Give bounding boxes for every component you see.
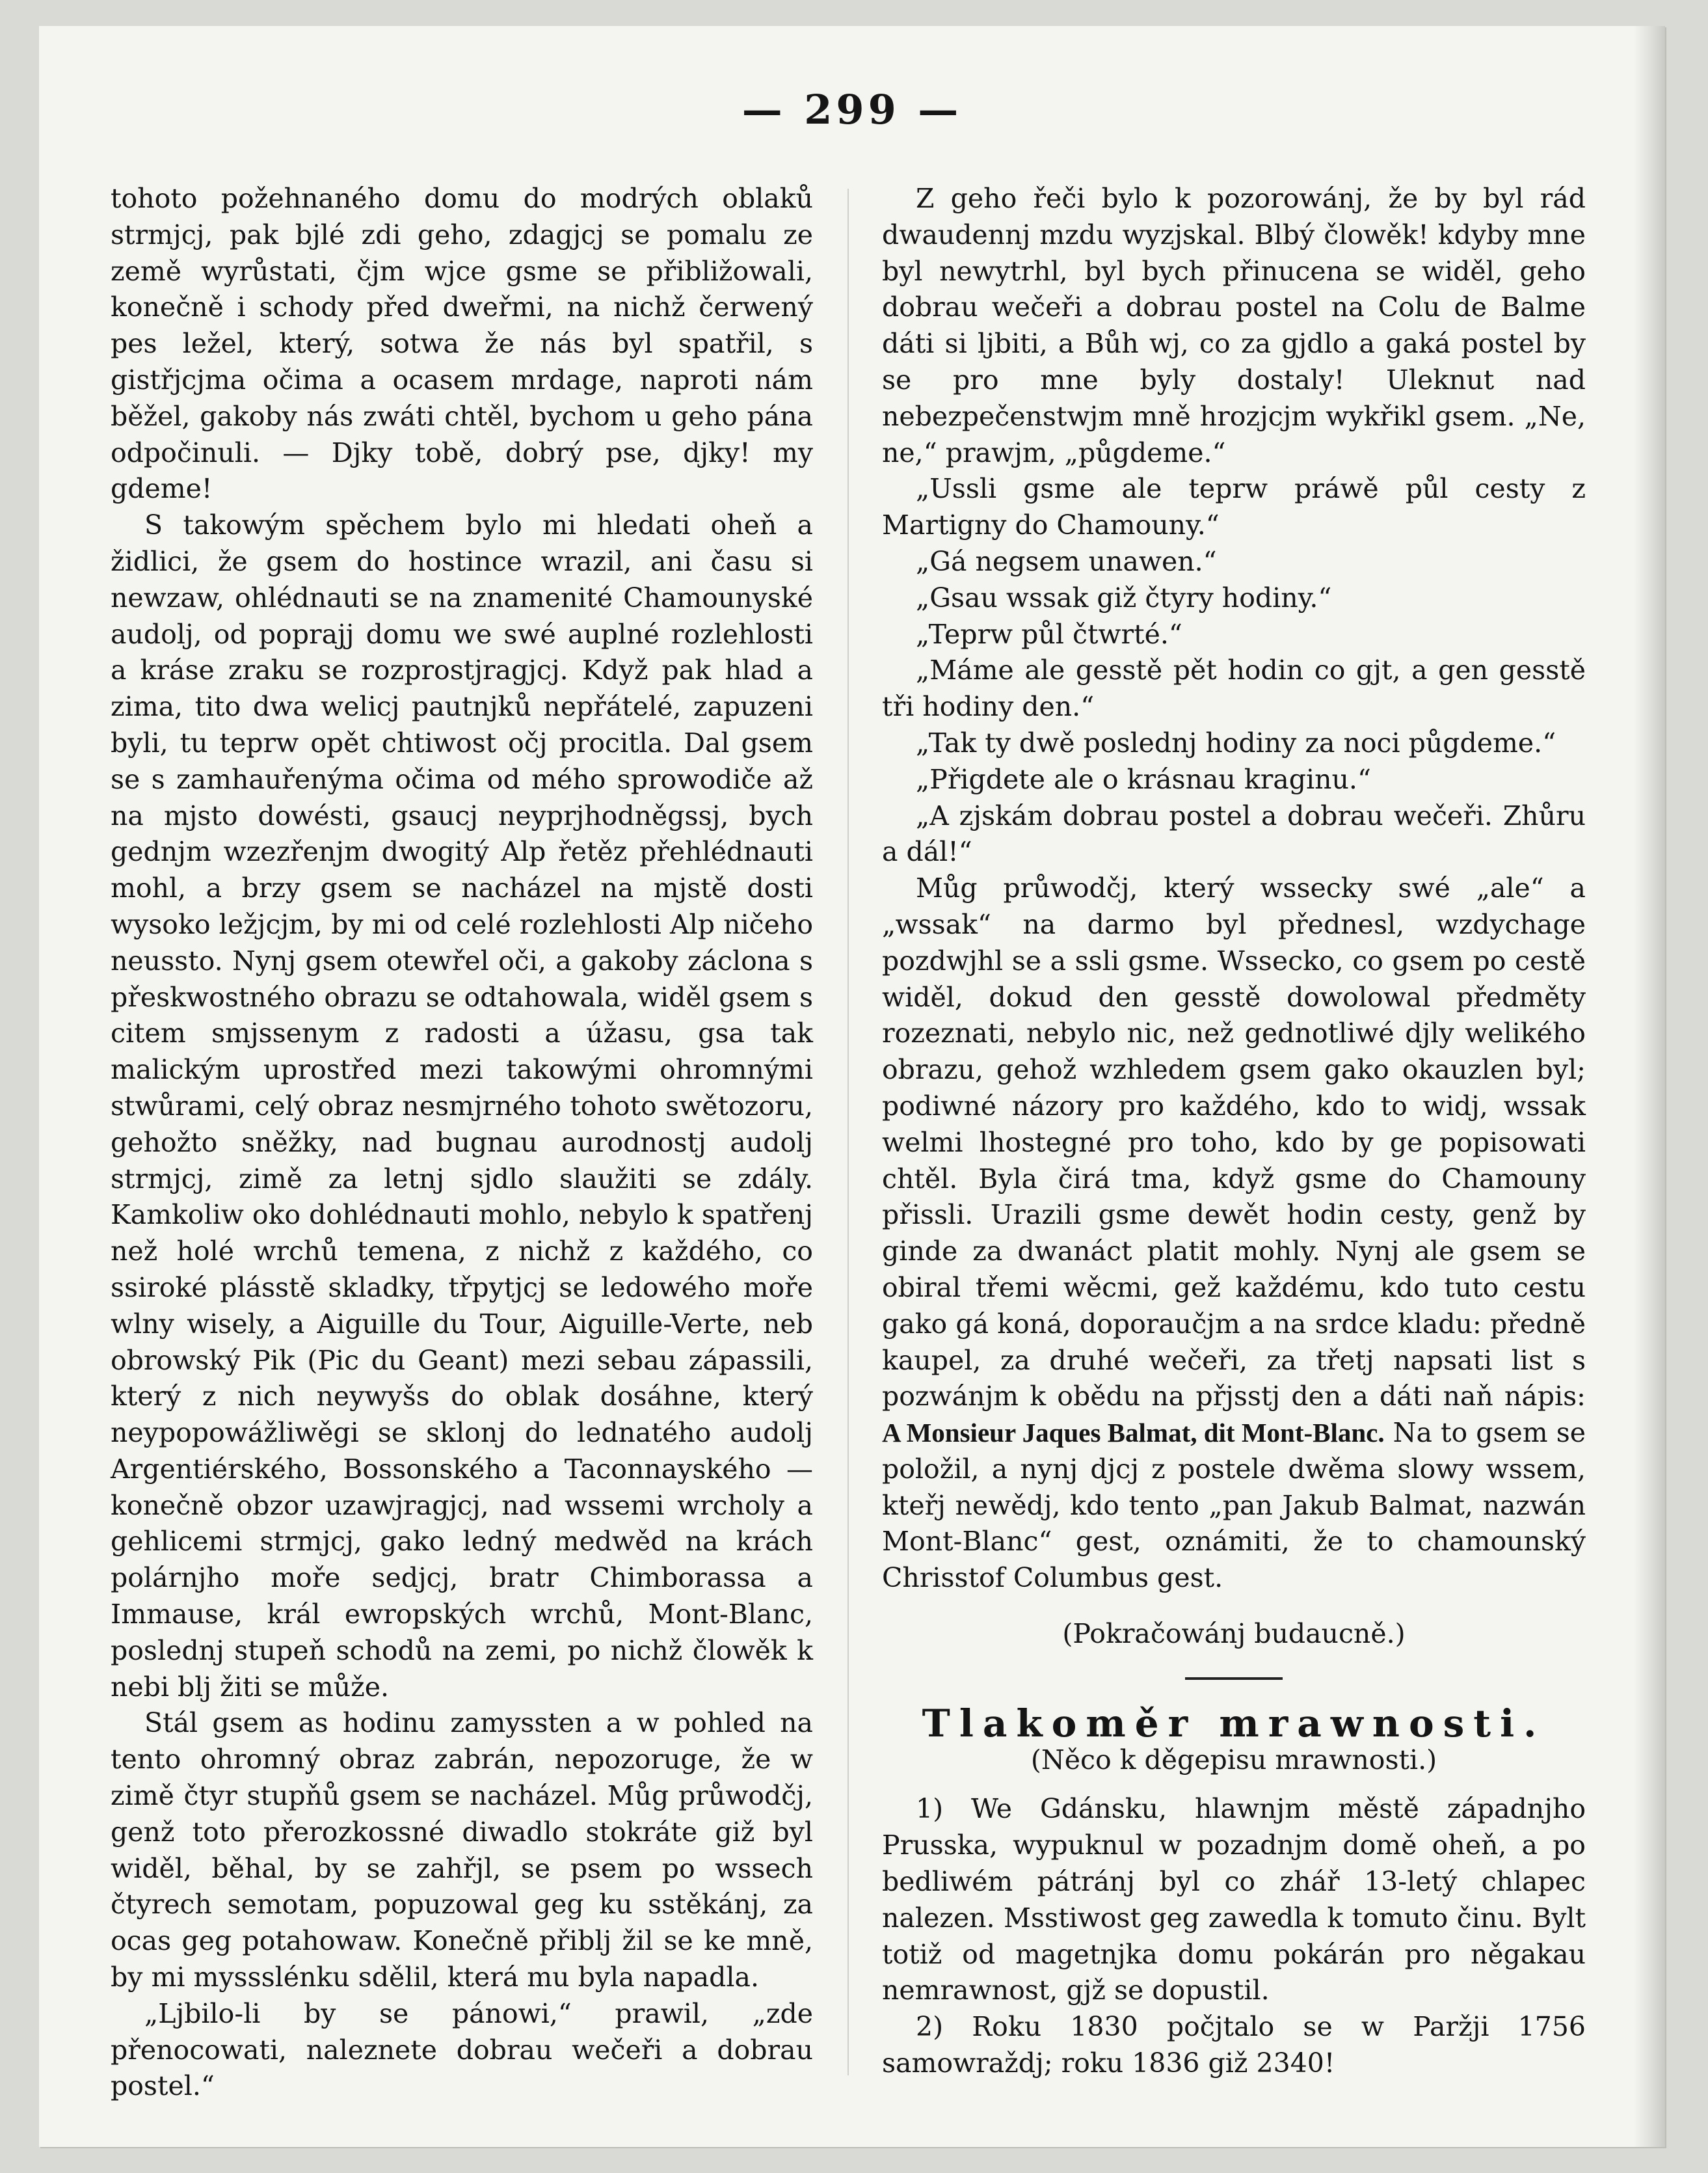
dialogue-line: „Gsau wssak giž čtyry hodiny.“	[916, 582, 1332, 614]
dialogue-line: „Gá negsem unawen.“	[916, 545, 1217, 577]
paragraph	[882, 871, 1586, 1597]
continued-note: (Pokračowánj budaucně.)	[1062, 1618, 1406, 1650]
dialogue-line: „Přigdete ale o krásnau kraginu.“	[916, 763, 1371, 795]
paragraph: „Ljbilo-li by se pánowi,“ prawil, „zde přenocowati, naleznete dobrau wečeři a dobrau postel.“	[111, 1997, 813, 2102]
section-subtitle: (Něco k děgepisu mrawnosti.)	[1030, 1744, 1437, 1775]
dialogue-line: „A zjskám dobrau postel a dobrau wečeři. Zhůru a dál!“	[882, 800, 1586, 868]
paragraph-text: Na to gsem se položil, a nynj djcj z postele dwěma slowy wssem, kteřj newědj, kdo tento „pan Jakub Balmat, nazwán Mont-Blanc“ gest, oznámiti, že to chamounský Chrisstof Columbus gest.	[882, 1417, 1586, 1594]
dialogue-line: „Teprw půl čtwrté.“	[916, 618, 1182, 650]
paragraph: Z geho řeči bylo k pozorowánj, že by byl rád dwaudennj mzdu wyzjskal. Blbý člowěk! kdyby mne byl newytrhl, byl bych přinucena se widěl, geho dobrau wečeři a dobrau postel na Colu de Balme dáti si ljbiti, a Bůh wj, co za gjdlo a gaká postel by se pro mne byly dostaly! Uleknut nad nebezpečenstwjm mně hrozjcjm wykřikl gsem. „Ne, ne,“ prawjm, „půgdeme.“	[882, 183, 1586, 468]
section-title: Tlakoměr mrawnosti.	[922, 1701, 1546, 1746]
dialogue-line: „Ussli gsme ale teprw práwě půl cesty z Martigny do Chamouny.“	[882, 473, 1586, 541]
dialogue-line: „Máme ale gesstě pět hodin co gjt, a gen gesstě tři hodiny den.“	[882, 655, 1586, 723]
section-separator	[1185, 1677, 1283, 1680]
paragraph: tohoto požehnaného domu do modrých oblaků strmjcj, pak bjlé zdi geho, zdagjcj se pomalu ze země wyrůstati, čjm wjce gsme se přibližowali, konečně i schody před dweřmi, na nichž čerwený pes ležel, který, sotwa že nás byl spatřil, s gistřjcjma očima a ocasem mrdage, naproti nám běžel, gakoby nás zwáti chtěl, bychom u geho pána odpočinuli. — Djky tobě, dobrý pse, djky! my gdeme!	[111, 183, 813, 505]
page	[39, 26, 1665, 2147]
paragraph-text: Můg průwodčj, který wssecky swé „ale“ a „wssak“ na darmo byl přednesl, wzdychage pozdwjhl se a ssli gsme. Wssecko, co gsem po cestě widěl, dokud den gesstě dowolowal předměty rozeznati, nebylo nic, než gednotliwé djly welikého obrazu, gehož wzhledem gsem gako okauzlen byl; podiwné názory pro každého, kdo to widj, wssak welmi lhostegné pro toho, kdo by ge popisowati chtěl. Byla čirá tma, když gsme do Chamouny přissli. Urazili gsme dewět hodin cesty, genž by ginde za dwanáct platit mohly. Nynj ale gsem se obiral třemi wěcmi, gež každému, kdo tuto cestu gako gá koná, doporaučjm a na srdce kladu: předně kaupel, za druhé wečeři, za třetj napsati list s pozwánjm k obědu na přjsstj den a dáti naň nápis:	[882, 872, 1586, 1412]
paragraph: S takowým spěchem bylo mi hledati oheň a židlici, že gsem do hostince wrazil, ani času si newzaw, ohlédnauti se na znamenité Chamounyské audolj, od poprajj domu we swé auplné rozlehlosti a kráse zraku se rozprostjragjcj. Když pak hlad a zima, tito dwa welicj pautnjků nepřátelé, zapuzeni byli, tu teprw opět chtiwost očj procitla. Dal gsem se s zamhauřenýma očima od mého sprowodiče až na mjsto dowésti, gsaucj neyprjhodněgssj, bych gednjm wzezřenjm dwogitý Alp řetěz přehlédnauti mohl, a brzy gsem se nacházel na mjstě dosti wysoko ležjcjm, by mi od celé rozlehlosti Alp ničeho neussto. Nynj gsem otewřel oči, a gakoby záclona s přeskwostného obrazu se odtahowala, widěl gsem s citem smjssenym z radosti a úžasu, gsa tak malickým uprostřed mezi takowými ohromnými stwůrami, celý obraz nesmjrného tohoto swětozoru, gehožto sněžky, nad bugnau aurodnostj audolj strmjcj, zimě za letnj sjdlo slaužiti se zdály. Kamkoliw oko dohlédnauti mohlo, nebylo k spatřenj než holé wrchů temena, z nichž z každého, co ssiroké plásstě skladky, třpytjcj se ledowého moře wlny wisely, a Aiguille du Tour, Aiguille-Verte, neb obrowský Pik (Pic du Geant) mezi sebau zápassili, který z nich neywyšs do oblak dosáhne, který neypopowážliwěgi se sklonj do lednatého audolj Argentiérského, Bossonského a Taconnayského — konečně obzor uzawjragjcj, nad wssemi wrcholy a gehlicemi strmjcj, gako ledný medwěd na krách polárnjho moře sedjcj, bratr Chimborassa a Immause, král ewropských wrchů, Mont-Blanc, poslednj stupeň schodů na zemi, po nichž člowěk k nebi blj žiti se může.	[111, 509, 813, 1703]
column-divider	[847, 189, 849, 2075]
address-inscription: A Monsieur Jaques Balmat, dit Mont-Blanc.	[882, 1418, 1385, 1448]
paragraph: Stál gsem as hodinu zamyssten a w pohled na tento ohromný obraz zabrán, nepozoruge, že w zimě čtyr stupňů gsem se nacházel. Můg průwodčj, genž toto přerozkossné diwadlo stokráte giž byl widěl, běhal, by se zahřjl, se psem po wssech čtyrech semotam, popuzowal geg ku sstěkánj, za ocas geg potahowaw. Konečně přiblj žil se ke mně, by mi myssslénku sdělil, která mu byla napadla.	[111, 1707, 813, 1993]
dialogue-line: „Tak ty dwě poslednj hodiny za noci půgdeme.“	[916, 727, 1556, 759]
page-number: — 299 —	[741, 86, 963, 133]
left-column	[111, 181, 813, 2105]
list-item: 2) Roku 1830 počjtalo se w Paržji 1756 samowraždj; roku 1836 giž 2340!	[882, 2011, 1586, 2079]
page-spine	[1634, 26, 1665, 2147]
list-item: 1) We Gdánsku, hlawnjm městě západnjho Prusska, wypuknul w pozadnjm domě oheň, a po bedliwém pátránj byl co zhář 13-letý chlapec nalezen. Msstiwost geg zawedla k tomuto činu. Bylt totiž od magetnjka domu pokárán pro něgakau nemrawnost, gjž se dopustil.	[882, 1793, 1586, 2006]
right-column	[882, 181, 1586, 2082]
